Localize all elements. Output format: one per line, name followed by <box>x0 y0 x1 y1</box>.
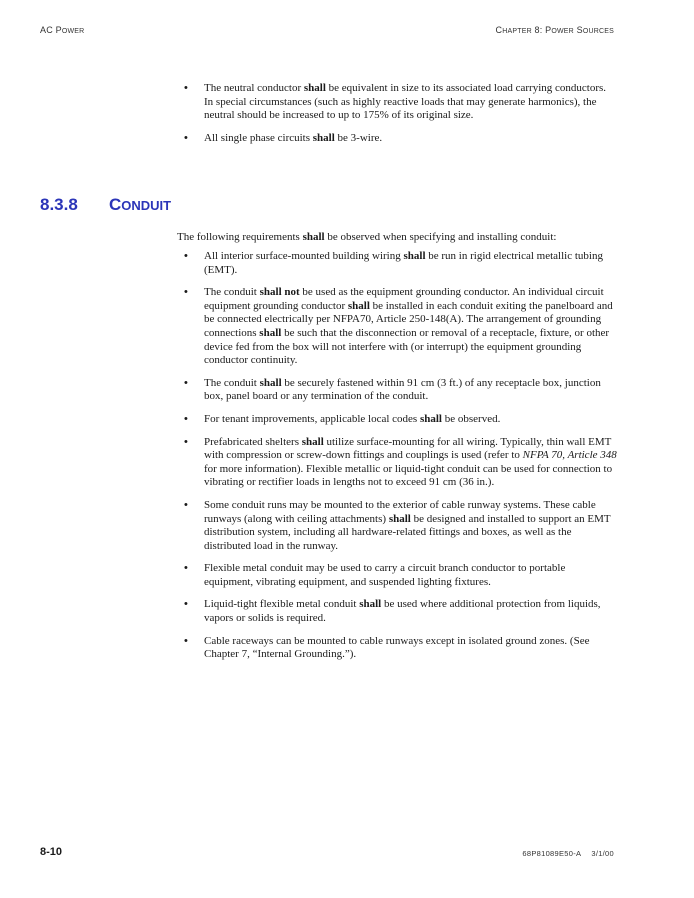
section-number: 8.3.8 <box>40 195 78 214</box>
page-number: 8-10 <box>40 846 63 858</box>
list-item: • Liquid-tight flexible metal conduit shall be used where additional protection from liquids, vapors or solids is required. <box>177 598 617 625</box>
list-item: • All interior surface-mounted building wiring shall be run in rigid electrical metallic tubing (EMT). <box>177 250 617 277</box>
neutral-conductor-list <box>177 82 617 154</box>
list-item: • Flexible metal conduit may be used to carry a circuit branch conductor to portable equipment, vibrating equipment, and suspended lighting fixtures. <box>177 562 617 589</box>
list-item: • The neutral conductor shall be equivalent in size to its associated load carrying conductors. In special circumstances (such as highly reactive loads that may generate harmonics), the neutral should be increased to up to 175% of its original size. <box>177 82 617 123</box>
list-item: • Cable raceways can be mounted to cable runways except in isolated ground zones. (See Chapter 7, “Internal Grounding.”). <box>177 635 617 662</box>
list-item: • The conduit shall not be used as the equipment grounding conductor. An individual circuit equipment grounding conductor shall be installed in each conduit exiting the panelboard and be connected electrically per NFPA70, Article 250-148(A). The arrangement of grounding connections shall be such that the disconnection or removal of a receptacle, fixture, or other device fed from the box will not interfere with (or interrupt) the equipment grounding conductor continuity. <box>177 286 617 368</box>
section-title: CONDUIT <box>109 195 172 214</box>
running-header-left: AC POWER <box>40 25 85 35</box>
document-id-footer: 68P81089E50-A 3/1/00 <box>522 849 614 858</box>
section-intro: The following requirements shall be observed when specifying and installing conduit: <box>177 231 557 243</box>
list-item: • For tenant improvements, applicable local codes shall be observed. <box>177 413 617 427</box>
list-item: • The conduit shall be securely fastened within 91 cm (3 ft.) of any receptacle box, junction box, panel board or any termination of the conduit. <box>177 377 617 404</box>
list-item: • Prefabricated shelters shall utilize surface-mounting for all wiring. Typically, thin wall EMT with compression or screw-down fittings and couplings is used (refer to NFPA 70, Article 348 for more information). Flexible metallic or liquid-tight conduit can be used for connection to vibrating or rectifier loads in lengths not to exceed 91 cm (36 in.). <box>177 436 617 490</box>
running-header-right: CHAPTER 8: POWER SOURCES <box>495 25 614 35</box>
conduit-requirements-list <box>177 250 617 671</box>
list-item: • All single phase circuits shall be 3-wire. <box>177 132 617 146</box>
list-item: • Some conduit runs may be mounted to the exterior of cable runway systems. These cable runways (along with ceiling attachments) shall be designed and installed to support an EMT distribution system, including all hardware-related fittings and boxes, as well as the distributed load in the runway. <box>177 499 617 553</box>
section-heading <box>40 195 171 215</box>
